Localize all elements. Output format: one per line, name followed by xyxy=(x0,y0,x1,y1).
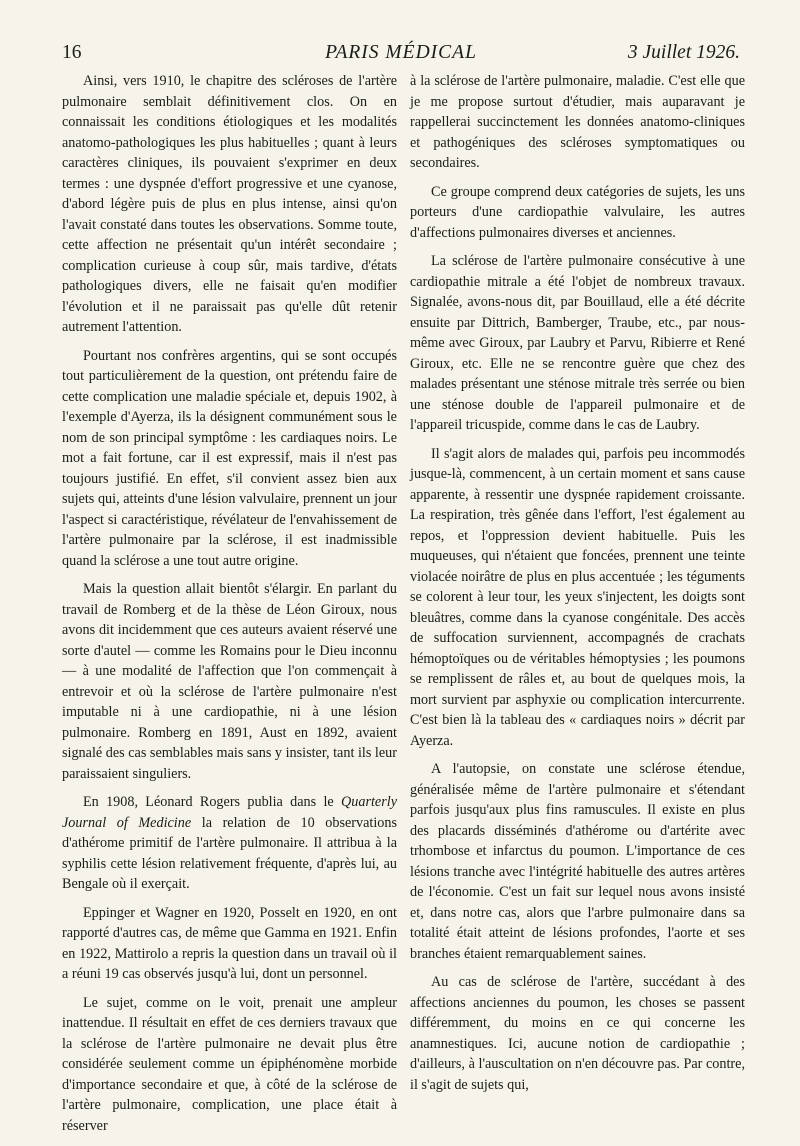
paragraph: Ce groupe comprend deux catégories de sujets, les uns porteurs d'une cardiopathie valvulaire, les autres d'affections pulmonaires diverses et anciennes. xyxy=(410,183,745,241)
journal-citation: Quarterly Journal of Medicine xyxy=(62,794,397,831)
paragraph: Eppinger et Wagner en 1920, Posselt en 1920, en ont rapporté d'autres cas, de même que Gamma en 1921. Enfin en 1922, Mattirolo a repris la question dans un travail où il a réuni 19 cas observés jusqu'à lui, dont un personnel. xyxy=(62,904,397,982)
paragraph: Pourtant nos confrères argentins, qui se sont occupés tout particulièrement de la question, ont prétendu faire de cette complication une maladie spéciale et, depuis 1902, à l'exemple d'Ayerza, ils la désignent communément sous le nom de son principal symptôme : les cardiaques noirs. Le mot a fait fortune, car il est expressif, mais il n'est pas toujours justifié. En effet, s'il convient assez bien aux sujets qui, atteints d'une lésion valvulaire, prennent un jour l'aspect si caractéristique, révélateur de l'envahissement de l'artère pulmonaire par la sclérose, il est inadmissible quand la sclérose a une tout autre origine. xyxy=(62,347,397,569)
paragraph: Ainsi, vers 1910, le chapitre des scléroses de l'artère pulmonaire semblait définitivement clos. On en connaissait les conditions étiologiques et les modalités anatomo-pathologiques les plus habituelles ; quant à leurs caractères cliniques, ils pouvaient s'exprimer en deux termes : une dyspnée d'effort progressive et une cyanose, d'abord légère puis de plus en plus intense, ainsi qu'on l'avait constaté dans toutes les observations. Somme toute, cette affection ne présentait qu'un intérêt secondaire ; complication curieuse à coup sûr, mais tardive, d'états pathologiques divers, elle ne faisait qu'en modifier l'évolution et il ne paraissait pas qu'elle dût retenir autrement l'attention. xyxy=(62,73,397,335)
paragraph: Le sujet, comme on le voit, prenait une ampleur inattendue. Il résultait en effet de ces derniers travaux que la sclérose de l'artère pulmonaire ne devait plus être considérée seulement comme un épiphénomène morbide d'importance secondaire et que, à côté de la sclérose de l'artère pulmonaire, complication, une place était à réserver xyxy=(62,994,397,1134)
left-column xyxy=(62,71,397,1144)
paragraph: Mais la question allait bientôt s'élargir. En parlant du travail de Romberg et de la thèse de Léon Giroux, nous avons dit incidemment que ces auteurs avaient réservé une sorte d'autel — comme les Romains pour le Dieu inconnu — à une modalité de l'affection que l'on commençait à entrevoir et où la sclérose de l'artère pulmonaire n'est imputable ni à une cardiopathie, ni à une lésion pulmonaire. Romberg en 1891, Aust en 1892, avaient signalé des cas semblables mais sans y insister, tant ils leur paraissaient singuliers. xyxy=(62,581,397,782)
running-header xyxy=(62,38,740,68)
paragraph: Au cas de sclérose de l'artère, succédant à des affections anciennes du poumon, les choses se passent différemment, du moins en ce qui concerne les anamnestiques. Ici, aucune notion de cardiopathie ; d'ailleurs, à l'auscultation on n'en découvre pas. Par contre, il s'agit de sujets qui, xyxy=(410,974,745,1093)
paragraph: La sclérose de l'artère pulmonaire consécutive à une cardiopathie mitrale a été l'objet de nombreux travaux. Signalée, avons-nous dit, par Bouillaud, elle a été décrite ensuite par Dittrich, Bamberger, Traube, etc., par nous-même avec Giroux, par Laubry et Parvu, Ribierre et René Giroux, etc. Elle ne se rencontre guère que chez des malades présentant une sténose mitrale très serrée ou bien une sténose double de l'appareil pulmonaire et de l'appareil tricuspide, comme dans le cas de Laubry. xyxy=(410,253,745,433)
paragraph xyxy=(62,792,397,895)
paragraph: Il s'agit alors de malades qui, parfois peu incommodés jusque-là, commencent, à un certain moment et sans cause apparente, à ressentir une dyspnée rapidement croissante. La respiration, très gênée dans l'effort, l'est également au repos, et l'oppression devient habituelle. Puis les muqueuses, qui n'étaient que foncées, prennent une teinte violacée noirâtre de plus en plus accentuée ; les téguments se colorent à leur tour, les yeux s'injectent, les doigts sont bleuâtres, comme dans la cyanose congénitale. Des accès de suffocation surviennent, accompagnés de crachats hémoptoïques ou de véritables hémoptysies ; les poumons se remplissent de râles et, au bout de quelques mois, la mort survient par asphyxie ou complication intercurrente. C'est bien là la tableau des « cardiaques noirs » décrit par Ayerza. xyxy=(410,445,745,749)
page-number: 16 xyxy=(62,42,82,63)
issue-date: 3 Juillet 1926. xyxy=(627,42,740,63)
paragraph-text: la relation de 10 observations d'athérome primitif de l'artère pulmonaire. Il attribua à la syphilis cette lésion relativement fréquente, d'après lui, au Bengale où il exerçait. xyxy=(62,814,397,892)
right-column xyxy=(410,71,745,1103)
paragraph: A l'autopsie, on constate une sclérose étendue, généralisée même de l'artère pulmonaire et s'étendant parfois jusqu'aux plus fins ramuscules. Il existe en plus des placards disséminés d'athérome ou d'artérite avec trhombose et infarctus du poumon. L'importance de ces lésions tranche avec l'intégrité habituelle des autres artères de l'économie. C'est un fait sur lequel nous avons insisté et, dans notre cas, alors que l'arbre pulmonaire dans sa totalité était atteint de lésions profondes, l'aorte et ses branches étaient remarquablement saines. xyxy=(410,761,745,962)
paragraph-text: En 1908, Léonard Rogers publia dans le xyxy=(83,794,342,810)
journal-title: PARIS MÉDICAL xyxy=(325,42,477,63)
paragraph: à la sclérose de l'artère pulmonaire, maladie. C'est elle que je me propose surtout d'étudier, mais auparavant je rappellerai succinctement les données anatomo-cliniques et pathogéniques des scléroses symptomatiques ou secondaires. xyxy=(410,73,745,171)
